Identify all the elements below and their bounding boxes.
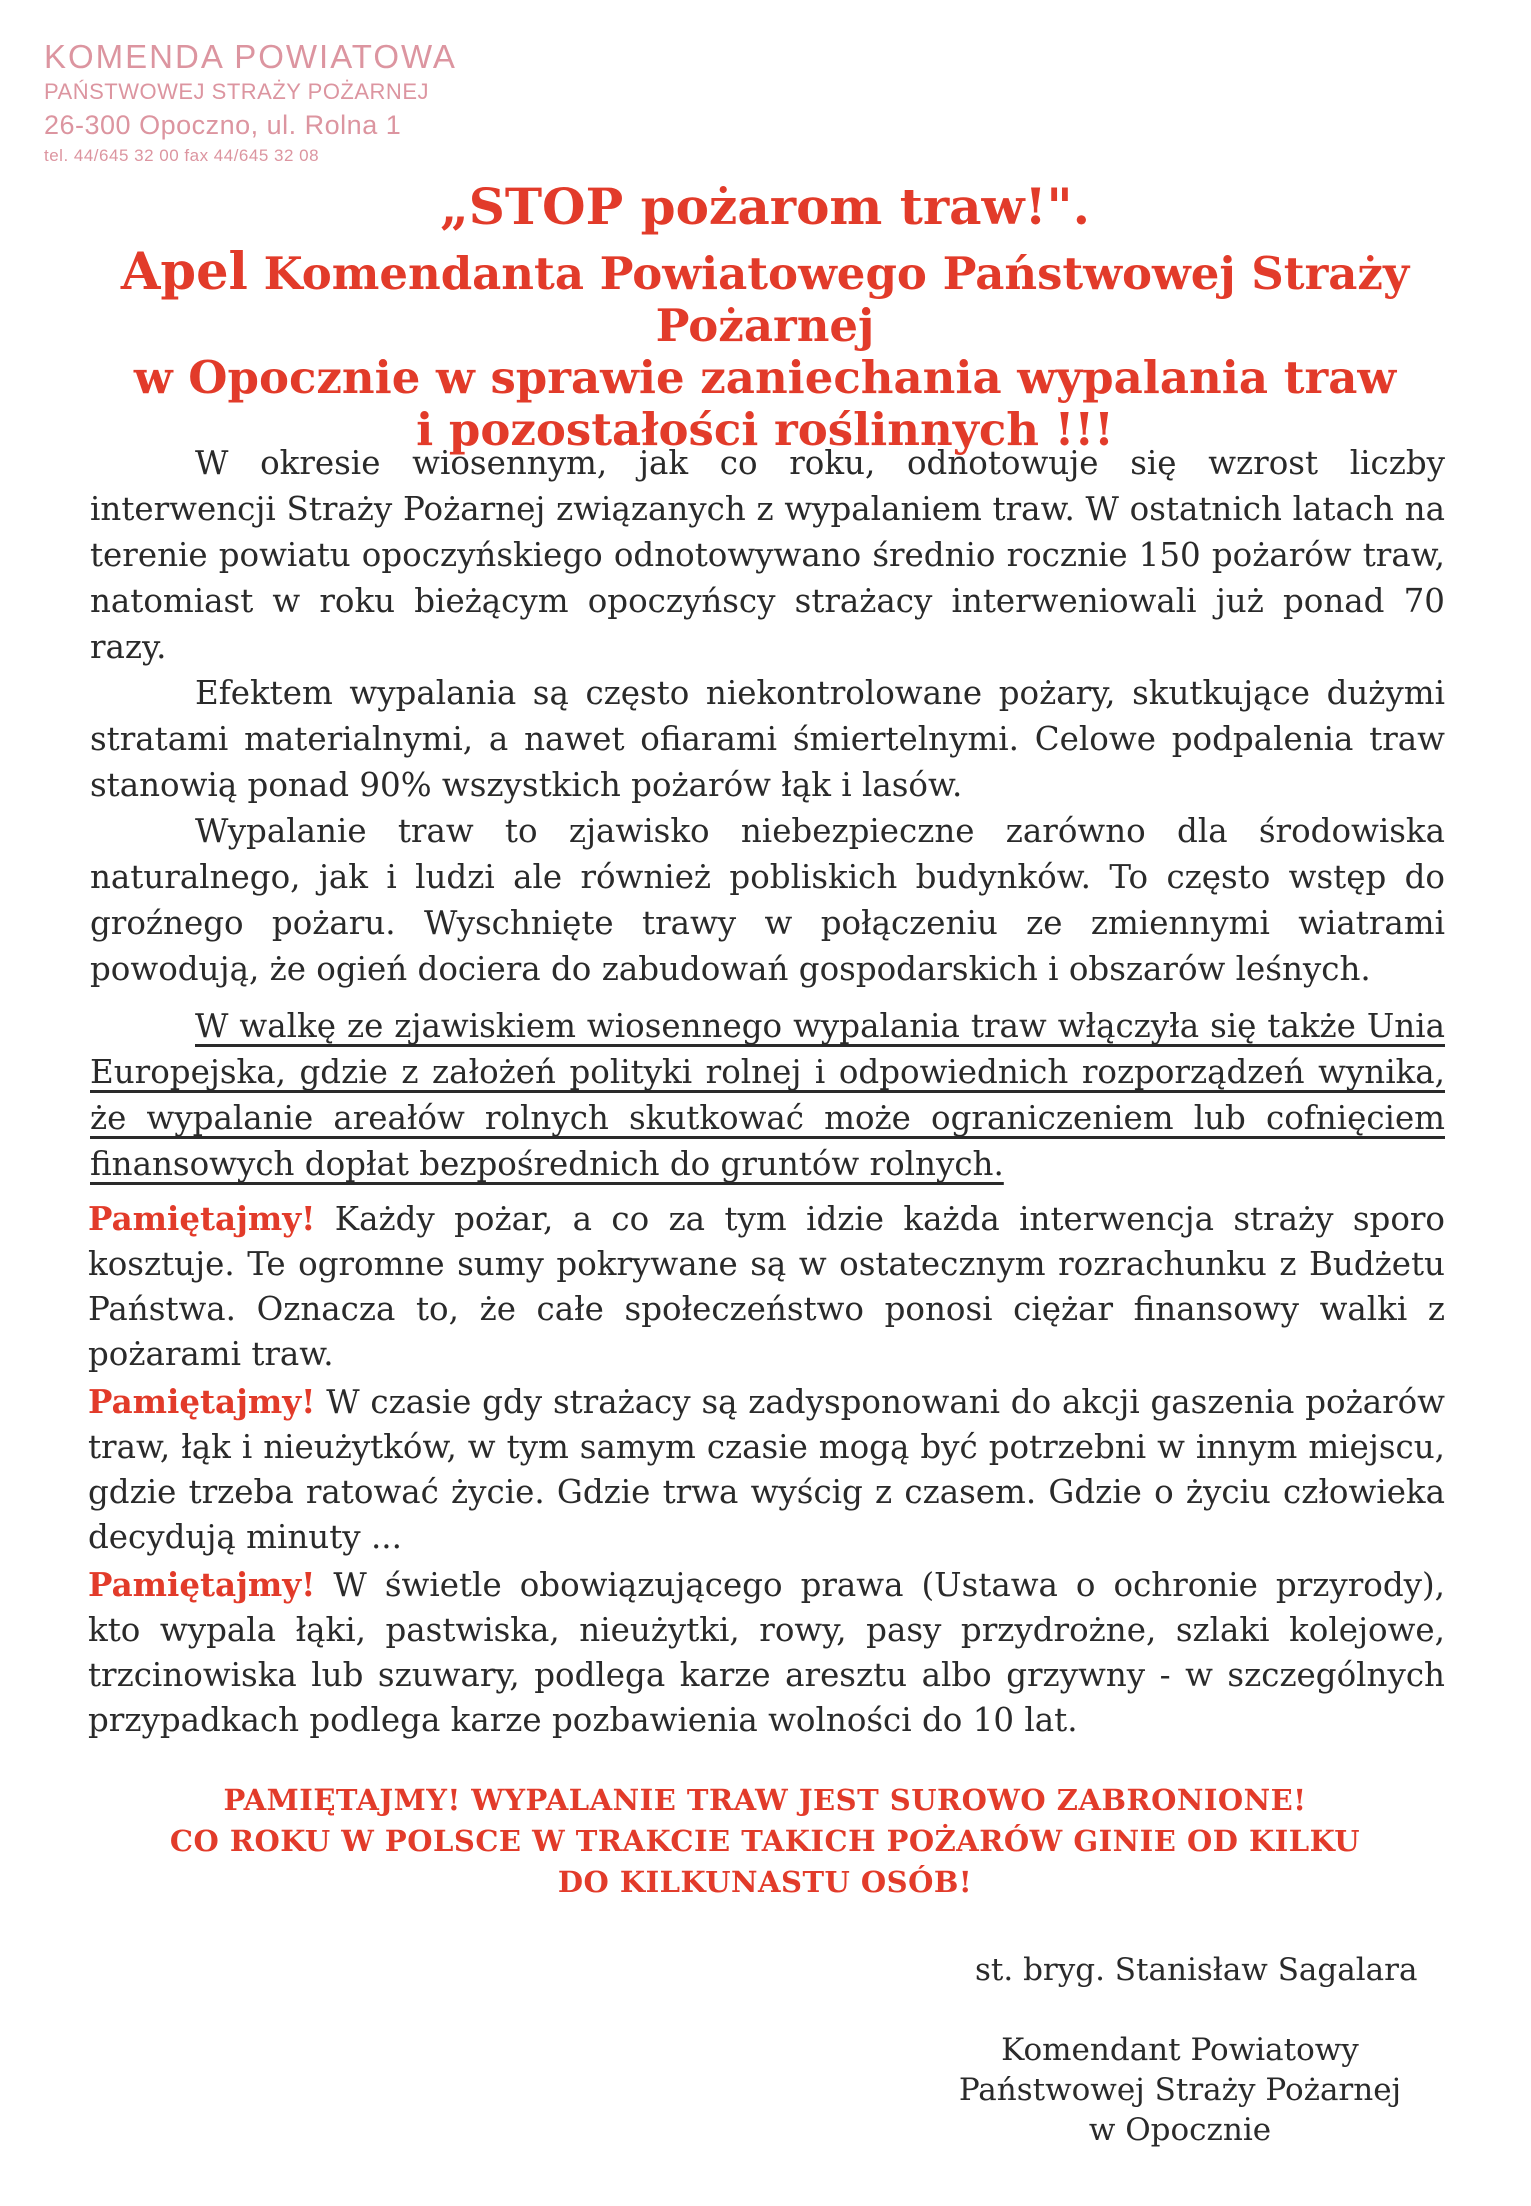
appeal-title bbox=[100, 242, 1430, 456]
appeal-title-line-1 bbox=[100, 242, 1430, 352]
reminder-text: W świetle obowiązującego prawa (Ustawa o ochronie przyrody), kto wypala łąki, pastwiska, nieużytki, rowy, pasy przydrożne, szlaki kolejowe, trzcinowiska lub szuwary, podlega karze aresztu albo grzywny - w szczególnych przypadkach podlega karze pozbawienia wolności do 10 lat. bbox=[88, 1566, 1445, 1739]
paragraph-intro: W okresie wiosennym, jak co roku, odnotowuje się wzrost liczby interwencji Straży Pożarnej związanych z wypalaniem traw. W ostatnich latach na terenie powiatu opoczyńskiego odnotowywano średnio rocznie 150 pożarów traw, natomiast w roku bieżącym opoczyńscy strażacy interweniowali już ponad 70 razy. bbox=[90, 444, 1445, 666]
reminder-text: Każdy pożar, a co za tym idzie każda interwencja straży sporo kosztuje. Te ogromne sumy pokrywane są w ostatecznym rozrachunku z Budżetu Państwa. Oznacza to, że całe społeczeństwo ponosi ciężar finansowy walki z pożarami traw. bbox=[88, 1200, 1445, 1373]
reminders-section bbox=[88, 1196, 1445, 1743]
reminder-law bbox=[88, 1562, 1445, 1743]
signatory-title bbox=[950, 2030, 1410, 2150]
warning-line-3: DO KILKUNASTU OSÓB! bbox=[557, 1865, 973, 1899]
reminder-label: Pamiętajmy! bbox=[88, 1199, 316, 1238]
signatory-title-line-3: w Opocznie bbox=[1088, 2112, 1272, 2148]
reminder-label: Pamiętajmy! bbox=[88, 1382, 316, 1421]
appeal-word: Apel bbox=[120, 242, 248, 302]
reminder-costs bbox=[88, 1196, 1445, 1377]
stamp-line-3: 26-300 Opoczno, ul. Rolna 1 bbox=[44, 110, 402, 140]
stamp-line-4: tel. 44/645 32 00 fax 44/645 32 08 bbox=[44, 146, 320, 165]
signatory-title-line-2: Państwowej Straży Pożarnej bbox=[958, 2072, 1402, 2108]
stamp-line-2: PAŃSTWOWEJ STRAŻY POŻARNEJ bbox=[44, 79, 429, 104]
warning-notice bbox=[140, 1780, 1390, 1903]
appeal-title-line-2: w Opocznie w sprawie zaniechania wypalania traw bbox=[133, 351, 1397, 404]
stamp-line-1: KOMENDA POWIATOWA bbox=[44, 38, 457, 75]
appeal-title-line-1-rest: Komendanta Powiatowego Państwowej Straży Pożarnej bbox=[247, 247, 1410, 352]
office-stamp bbox=[44, 38, 457, 165]
appeal-title-line-3: i pozostałości roślinnych !!! bbox=[416, 403, 1114, 456]
reminder-text: W czasie gdy strażacy są zadysponowani do akcji gaszenia pożarów traw, łąk i nieużytków, w tym samym czasie mogą być potrzebni w innym miejscu, gdzie trzeba ratować życie. Gdzie trwa wyścig z czasem. Gdzie o życiu człowieka decydują minuty ... bbox=[88, 1383, 1445, 1556]
signatory-title-line-1: Komendant Powiatowy bbox=[1001, 2032, 1359, 2068]
slogan-title: „STOP pożarom traw!". bbox=[439, 177, 1091, 236]
warning-line-1: PAMIĘTAJMY! WYPALANIE TRAW JEST SUROWO ZABRONIONE! bbox=[223, 1783, 1307, 1817]
paragraph-danger: Wypalanie traw to zjawisko niebezpieczne zarówno dla środowiska naturalnego, jak i ludzi ale również pobliskich budynków. To często wstęp do groźnego pożaru. Wyschnięte trawy w połączeniu ze zmiennymi wiatrami powodują, że ogień dociera do zabudowań gospodarskich i obszarów leśnych. bbox=[90, 812, 1445, 988]
paragraph-eu-policy: W walkę ze zjawiskiem wiosennego wypalania traw włączyła się także Unia Europejska, gdzie z założeń polityki rolnej i odpowiednich rozporządzeń wynika, że wypalanie areałów rolnych skutkować może ograniczeniem lub cofnięciem finansowych dopłat bezpośrednich do gruntów rolnych. bbox=[90, 1007, 1445, 1183]
reminder-lives bbox=[88, 1379, 1445, 1560]
paragraph-effects: Efektem wypalania są często niekontrolowane pożary, skutkujące dużymi stratami materialnymi, a nawet ofiarami śmiertelnymi. Celowe podpalenia traw stanowią ponad 90% wszystkich pożarów łąk i lasów. bbox=[90, 674, 1445, 804]
document-header bbox=[100, 176, 1430, 456]
reminder-label: Pamiętajmy! bbox=[88, 1565, 316, 1604]
warning-line-2: CO ROKU W POLSCE W TRAKCIE TAKICH POŻARÓW GINIE OD KILKU bbox=[169, 1824, 1361, 1858]
signatory-name: st. bryg. Stanisław Sagalara bbox=[975, 1952, 1418, 1988]
appeal-body bbox=[90, 440, 1445, 1187]
